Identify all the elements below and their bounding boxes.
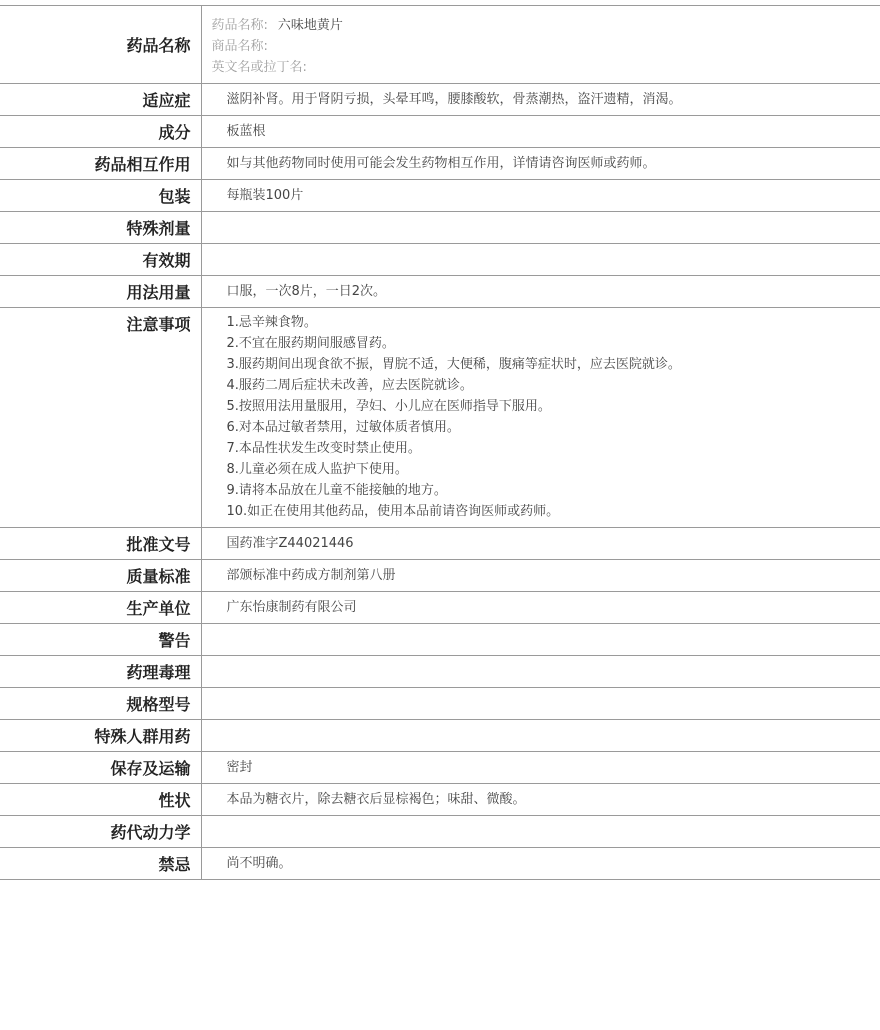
row-precautions [0,308,880,528]
precaution-item: 7.本品性状发生改变时禁止使用。 [226,441,421,456]
row-value [201,816,880,848]
row-label: 保存及运输 [0,752,201,784]
generic-name-key: 药品名称: [211,18,268,33]
row-value [201,720,880,752]
row-value [201,212,880,244]
precaution-item: 4.服药二周后症状未改善，应去医院就诊。 [226,378,473,393]
row-value: 尚不明确。 [226,856,292,871]
row-label: 药品名称 [0,6,201,84]
row-drug-interactions [0,148,880,180]
generic-name-line [212,15,880,36]
row-value [201,6,880,84]
row-value: 滋阴补肾。用于肾阴亏损，头晕耳鸣，腰膝酸软，骨蒸潮热，盗汗遗精，消渴。 [226,92,682,107]
row-label: 特殊剂量 [0,212,201,244]
row-label: 用法用量 [0,276,201,308]
row-label: 性状 [0,784,201,816]
precaution-item: 2.不宜在服药期间服感冒药。 [226,336,395,351]
row-label: 批准文号 [0,528,201,560]
row-value [201,244,880,276]
precaution-item: 5.按照用法用量服用，孕妇、小儿应在医师指导下服用。 [226,399,551,414]
row-ingredients [0,116,880,148]
row-label: 有效期 [0,244,201,276]
row-quality-standard [0,560,880,592]
row-pharmacokinetics [0,816,880,848]
precaution-item: 9.请将本品放在儿童不能接触的地方。 [226,483,447,498]
precaution-item: 6.对本品过敏者禁用，过敏体质者慎用。 [226,420,460,435]
precaution-item: 10.如正在使用其他药品，使用本品前请咨询医师或药师。 [226,504,560,519]
row-label: 适应症 [0,84,201,116]
english-name-key: 英文名或拉丁名: [211,60,307,75]
row-value: 本品为糖衣片，除去糖衣后显棕褐色；味甜、微酸。 [226,792,526,807]
row-special-dosage [0,212,880,244]
row-label: 特殊人群用药 [0,720,201,752]
row-value [201,308,880,528]
row-value: 广东怡康制药有限公司 [226,600,357,615]
row-label: 包装 [0,180,201,212]
row-value [201,624,880,656]
precaution-list [227,312,880,522]
row-value: 密封 [226,760,253,775]
row-storage-transport [0,752,880,784]
row-value: 板蓝根 [226,124,266,139]
row-indications [0,84,880,116]
row-value: 如与其他药物同时使用可能会发生药物相互作用，详情请咨询医师或药师。 [226,156,656,171]
row-contraindications [0,848,880,880]
row-value: 国药准字Z44021446 [226,536,354,551]
row-expiry [0,244,880,276]
row-label: 药代动力学 [0,816,201,848]
precaution-item: 1.忌辛辣食物。 [226,315,317,330]
row-label: 注意事项 [0,308,201,528]
english-name-line [212,57,880,78]
row-usage-dosage [0,276,880,308]
row-manufacturer [0,592,880,624]
row-label: 规格型号 [0,688,201,720]
row-special-populations [0,720,880,752]
row-label: 质量标准 [0,560,201,592]
row-specification [0,688,880,720]
row-value: 口服，一次8片，一日2次。 [226,284,387,299]
generic-name-value: 六味地黄片 [277,18,343,33]
precaution-item: 3.服药期间出现食欲不振，胃脘不适，大便稀，腹痛等症状时，应去医院就诊。 [226,357,681,372]
row-label: 成分 [0,116,201,148]
row-pharmacology-toxicology [0,656,880,688]
drug-info-table [0,5,880,880]
row-label: 禁忌 [0,848,201,880]
row-value [201,656,880,688]
row-label: 药品相互作用 [0,148,201,180]
row-label: 生产单位 [0,592,201,624]
row-drug-name [0,6,880,84]
row-approval-number [0,528,880,560]
precaution-item: 8.儿童必须在成人监护下使用。 [226,462,408,477]
row-value: 部颁标准中药成方制剂第八册 [226,568,396,583]
row-value: 每瓶装100片 [226,188,304,203]
row-packaging [0,180,880,212]
row-warning [0,624,880,656]
row-description [0,784,880,816]
trade-name-line [212,36,880,57]
row-label: 警告 [0,624,201,656]
row-value [201,688,880,720]
trade-name-key: 商品名称: [211,39,268,54]
row-label: 药理毒理 [0,656,201,688]
